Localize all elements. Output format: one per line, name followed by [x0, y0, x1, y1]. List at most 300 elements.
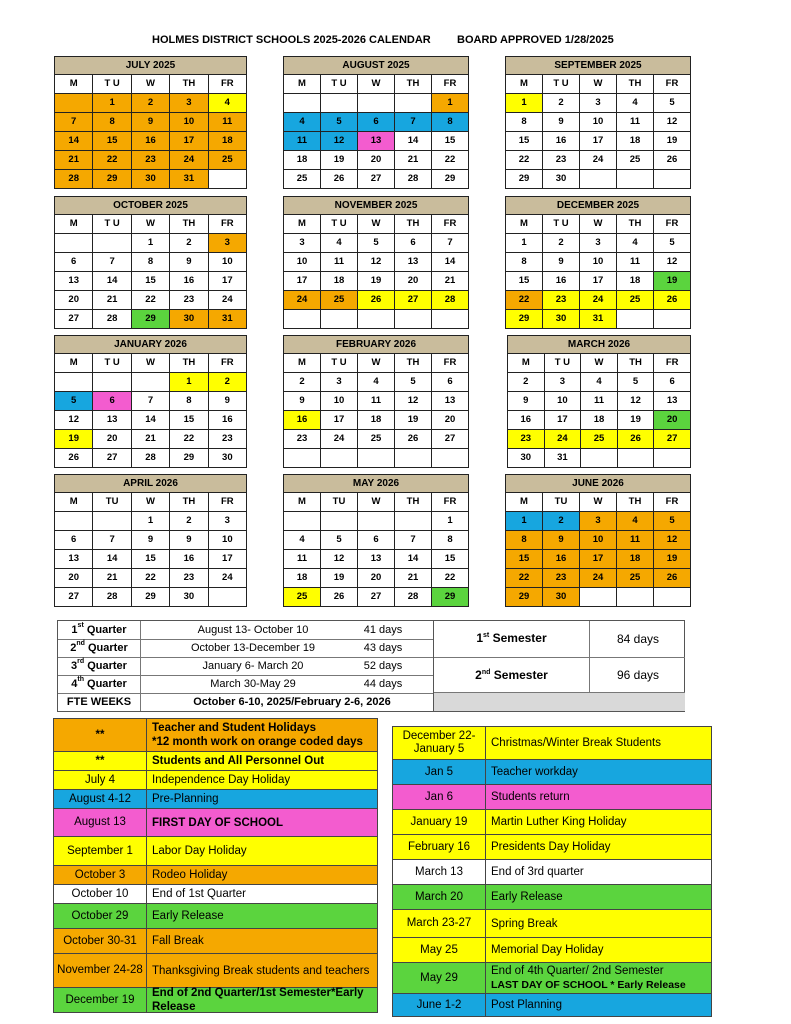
- day-cell: 17: [284, 272, 320, 290]
- day-cell: 23: [170, 291, 207, 309]
- legend-description: Teacher and Student Holidays *12 month work on orange coded days: [147, 719, 377, 751]
- day-cell: 26: [321, 170, 357, 188]
- legend-row: [54, 866, 377, 884]
- day-cell: 14: [55, 132, 92, 150]
- day-cell: [93, 234, 130, 252]
- day-cell: 10: [580, 113, 616, 131]
- week-row: [55, 234, 246, 252]
- fte-row: [58, 693, 433, 711]
- day-cell: [358, 94, 394, 112]
- day-cell: 4: [581, 373, 617, 391]
- legend-date: December 19: [54, 988, 146, 1012]
- week-row: [55, 291, 246, 309]
- legend-row: [393, 810, 711, 834]
- quarter-name: 2nd Quarter: [58, 639, 141, 657]
- legend-row: [393, 994, 711, 1016]
- legend-date: November 24-28: [54, 954, 146, 987]
- day-cell: 15: [506, 550, 542, 568]
- week-row: [284, 113, 468, 131]
- weekday-label: M: [284, 493, 320, 511]
- legend-row: [54, 929, 377, 953]
- day-cell: 26: [654, 569, 690, 587]
- day-cell: 25: [617, 291, 653, 309]
- weekday-label: M: [55, 215, 92, 233]
- day-cell: 30: [543, 170, 579, 188]
- day-cell: 8: [93, 113, 130, 131]
- legend-description: End of 3rd quarter: [486, 860, 711, 884]
- weekday-label: M: [508, 354, 544, 372]
- weekday-label: TH: [170, 493, 207, 511]
- day-cell: 11: [209, 113, 246, 131]
- week-row: [55, 151, 246, 169]
- weekday-label: TH: [617, 215, 653, 233]
- day-cell: 6: [358, 113, 394, 131]
- week-row: [506, 531, 690, 549]
- legend-row: [54, 837, 377, 865]
- day-cell: 3: [580, 512, 616, 530]
- day-cell: 27: [654, 430, 690, 448]
- weekday-label: M: [284, 215, 320, 233]
- day-cell: 5: [395, 373, 431, 391]
- month-calendar: [54, 335, 247, 468]
- day-cell: 9: [132, 531, 169, 549]
- day-cell: 17: [170, 132, 207, 150]
- weekday-label: M: [506, 493, 542, 511]
- weekday-label: W: [358, 75, 394, 93]
- week-row: [284, 373, 468, 391]
- weekday-label: TH: [170, 75, 207, 93]
- week-row: [508, 373, 690, 391]
- legend-description: Fall Break: [147, 929, 377, 953]
- day-cell: 17: [209, 550, 246, 568]
- legend-row: [54, 752, 377, 770]
- legend-description: Independence Day Holiday: [147, 771, 377, 789]
- legend-row: [54, 719, 377, 751]
- quarter-row: [58, 639, 433, 658]
- week-row: [55, 132, 246, 150]
- day-cell: 28: [132, 449, 169, 467]
- day-cell: 17: [580, 550, 616, 568]
- legend-row: [54, 988, 377, 1012]
- day-cell: 22: [93, 151, 130, 169]
- day-cell: [580, 170, 616, 188]
- day-cell: 16: [508, 411, 544, 429]
- day-cell: 21: [55, 151, 92, 169]
- day-cell: 16: [543, 132, 579, 150]
- day-cell: 29: [506, 310, 542, 328]
- board-approved: BOARD APPROVED 1/28/2025: [457, 34, 614, 46]
- semester-label: Semester: [493, 668, 548, 682]
- week-row: [284, 170, 468, 188]
- day-cell: [654, 449, 690, 467]
- day-cell: 26: [55, 449, 92, 467]
- day-cell: 23: [284, 430, 320, 448]
- legend-description: End of 1st Quarter: [147, 885, 377, 903]
- quarter-range: October 13-December 19: [190, 642, 316, 654]
- weekday-label: T U: [543, 215, 579, 233]
- day-cell: 4: [617, 512, 653, 530]
- day-cell: [395, 449, 431, 467]
- day-cell: 10: [170, 113, 207, 131]
- weekday-label: M: [506, 75, 542, 93]
- week-row: [55, 113, 246, 131]
- month-calendar: [283, 56, 469, 189]
- weekday-label: W: [132, 354, 169, 372]
- day-cell: 25: [209, 151, 246, 169]
- legend-description: Post Planning: [486, 994, 711, 1016]
- weekday-label: FR: [432, 493, 468, 511]
- legend-date: October 3: [54, 866, 146, 884]
- day-cell: 29: [506, 170, 542, 188]
- day-cell: 21: [93, 291, 130, 309]
- month-title: MARCH 2026: [508, 336, 690, 353]
- day-cell: 4: [209, 94, 246, 112]
- legend-date: October 30-31: [54, 929, 146, 953]
- weekday-header-row: [284, 493, 468, 511]
- day-cell: 17: [545, 411, 581, 429]
- quarter-days: 44 days: [363, 678, 403, 690]
- legend-date: Jan 5: [393, 760, 485, 784]
- day-cell: 25: [284, 588, 320, 606]
- legend-row: [393, 910, 711, 937]
- day-cell: 13: [358, 132, 394, 150]
- day-cell: 18: [581, 411, 617, 429]
- day-cell: 25: [581, 430, 617, 448]
- day-cell: 24: [580, 291, 616, 309]
- day-cell: 11: [284, 550, 320, 568]
- weekday-label: TU: [543, 493, 579, 511]
- month-calendar: [54, 474, 247, 607]
- day-cell: 27: [358, 170, 394, 188]
- day-cell: 16: [170, 272, 207, 290]
- day-cell: 11: [581, 392, 617, 410]
- day-cell: 30: [543, 588, 579, 606]
- day-cell: 4: [617, 94, 653, 112]
- day-cell: 14: [93, 550, 130, 568]
- month-title: SEPTEMBER 2025: [506, 57, 690, 74]
- weekday-header-row: [506, 75, 690, 93]
- day-cell: 27: [358, 588, 394, 606]
- weekday-label: T U: [321, 354, 357, 372]
- day-cell: 18: [321, 272, 357, 290]
- day-cell: 9: [543, 253, 579, 271]
- weekday-label: FR: [209, 75, 246, 93]
- weekday-label: TH: [170, 215, 207, 233]
- legend-description: Christmas/Winter Break Students: [486, 727, 711, 759]
- week-row: [284, 430, 468, 448]
- day-cell: 8: [506, 253, 542, 271]
- weekday-label: TH: [170, 354, 207, 372]
- week-row: [284, 132, 468, 150]
- day-cell: 1: [132, 512, 169, 530]
- semester-num: 2: [475, 668, 482, 682]
- day-cell: 10: [284, 253, 320, 271]
- month-calendar: [505, 474, 691, 607]
- day-cell: 27: [432, 430, 468, 448]
- day-cell: 26: [395, 430, 431, 448]
- day-cell: [617, 170, 653, 188]
- day-cell: 13: [654, 392, 690, 410]
- day-cell: 24: [209, 291, 246, 309]
- day-cell: 11: [284, 132, 320, 150]
- day-cell: 24: [321, 430, 357, 448]
- weekday-label: W: [580, 75, 616, 93]
- day-cell: 13: [55, 550, 92, 568]
- month-title: NOVEMBER 2025: [284, 197, 468, 214]
- day-cell: 18: [284, 569, 320, 587]
- semester-row: [434, 658, 685, 693]
- weekday-label: FR: [432, 215, 468, 233]
- day-cell: 12: [654, 531, 690, 549]
- legend-date: October 29: [54, 904, 146, 928]
- week-row: [506, 253, 690, 271]
- day-cell: 13: [93, 411, 130, 429]
- weekday-label: M: [284, 354, 320, 372]
- legend-description: End of 2nd Quarter/1st Semester*Early Release: [147, 988, 377, 1012]
- day-cell: 2: [284, 373, 320, 391]
- day-cell: 19: [55, 430, 92, 448]
- day-cell: 8: [132, 253, 169, 271]
- day-cell: 25: [321, 291, 357, 309]
- day-cell: 31: [580, 310, 616, 328]
- day-cell: [321, 310, 357, 328]
- day-cell: 5: [321, 113, 357, 131]
- weekday-header-row: [284, 75, 468, 93]
- day-cell: 11: [617, 253, 653, 271]
- day-cell: 17: [209, 272, 246, 290]
- weekday-header-row: [506, 215, 690, 233]
- legend-date: May 29: [393, 963, 485, 993]
- day-cell: 23: [170, 569, 207, 587]
- legend-row: [393, 835, 711, 859]
- week-row: [55, 373, 246, 391]
- day-cell: 8: [170, 392, 207, 410]
- week-row: [55, 430, 246, 448]
- week-row: [508, 411, 690, 429]
- day-cell: 10: [580, 253, 616, 271]
- weekday-label: TH: [618, 354, 654, 372]
- day-cell: 5: [358, 234, 394, 252]
- day-cell: 5: [55, 392, 92, 410]
- day-cell: 12: [618, 392, 654, 410]
- day-cell: 10: [321, 392, 357, 410]
- legend-row: [393, 963, 711, 993]
- day-cell: 5: [654, 234, 690, 252]
- weekday-label: M: [284, 75, 320, 93]
- month-title: FEBRUARY 2026: [284, 336, 468, 353]
- day-cell: 23: [543, 569, 579, 587]
- day-cell: 6: [358, 531, 394, 549]
- day-cell: 10: [545, 392, 581, 410]
- day-cell: 7: [395, 113, 431, 131]
- weekday-header-row: [506, 493, 690, 511]
- day-cell: 30: [209, 449, 246, 467]
- day-cell: [395, 94, 431, 112]
- day-cell: 15: [432, 550, 468, 568]
- day-cell: 8: [432, 531, 468, 549]
- legend-date: May 25: [393, 938, 485, 962]
- month-title: JULY 2025: [55, 57, 246, 74]
- day-cell: 30: [508, 449, 544, 467]
- quarter-row: [58, 657, 433, 676]
- legend-row: [393, 760, 711, 784]
- week-row: [284, 411, 468, 429]
- day-cell: 2: [132, 94, 169, 112]
- weekday-label: W: [132, 215, 169, 233]
- month-title: JUNE 2026: [506, 475, 690, 492]
- day-cell: 22: [132, 569, 169, 587]
- day-cell: 29: [93, 170, 130, 188]
- day-cell: 11: [617, 113, 653, 131]
- day-cell: 31: [209, 310, 246, 328]
- day-cell: 27: [55, 588, 92, 606]
- day-cell: 6: [432, 373, 468, 391]
- week-row: [284, 234, 468, 252]
- quarter-days: 43 days: [363, 642, 403, 654]
- weekday-header-row: [55, 493, 246, 511]
- day-cell: 22: [432, 569, 468, 587]
- day-cell: 12: [654, 253, 690, 271]
- week-row: [506, 113, 690, 131]
- legend-date: January 19: [393, 810, 485, 834]
- day-cell: [93, 512, 130, 530]
- week-row: [284, 569, 468, 587]
- legend-date: August 13: [54, 809, 146, 836]
- day-cell: 18: [617, 132, 653, 150]
- day-cell: 15: [170, 411, 207, 429]
- day-cell: 23: [209, 430, 246, 448]
- weekday-label: TU: [321, 493, 357, 511]
- week-row: [55, 392, 246, 410]
- day-cell: 20: [358, 569, 394, 587]
- day-cell: 9: [170, 253, 207, 271]
- day-cell: [395, 512, 431, 530]
- semester-label: Semester: [492, 631, 547, 645]
- day-cell: 2: [170, 234, 207, 252]
- legend-description: Presidents Day Holiday: [486, 835, 711, 859]
- day-cell: 23: [508, 430, 544, 448]
- day-cell: 6: [395, 234, 431, 252]
- weekday-label: T U: [93, 215, 130, 233]
- weekday-label: T U: [543, 75, 579, 93]
- legend-row: [54, 885, 377, 903]
- legend-date: March 20: [393, 885, 485, 909]
- week-row: [284, 94, 468, 112]
- weekday-label: FR: [209, 215, 246, 233]
- week-row: [55, 411, 246, 429]
- day-cell: [209, 588, 246, 606]
- legend-right: [392, 726, 712, 1017]
- day-cell: 12: [654, 113, 690, 131]
- week-row: [55, 253, 246, 271]
- day-cell: 19: [321, 151, 357, 169]
- day-cell: 3: [580, 94, 616, 112]
- day-cell: 19: [358, 272, 394, 290]
- day-cell: 6: [55, 531, 92, 549]
- legend-date: March 23-27: [393, 910, 485, 937]
- legend-date: **: [54, 719, 146, 751]
- day-cell: [395, 310, 431, 328]
- week-row: [508, 430, 690, 448]
- weekday-header-row: [55, 75, 246, 93]
- day-cell: 26: [358, 291, 394, 309]
- legend-description: Martin Luther King Holiday: [486, 810, 711, 834]
- day-cell: [284, 94, 320, 112]
- semester-row: [434, 621, 685, 658]
- day-cell: 4: [284, 531, 320, 549]
- day-cell: 16: [209, 411, 246, 429]
- day-cell: 9: [508, 392, 544, 410]
- day-cell: 3: [284, 234, 320, 252]
- semester-sup: st: [483, 632, 490, 639]
- day-cell: 15: [506, 132, 542, 150]
- day-cell: 11: [321, 253, 357, 271]
- weekday-label: W: [580, 493, 616, 511]
- day-cell: 13: [55, 272, 92, 290]
- day-cell: [321, 512, 357, 530]
- week-row: [506, 569, 690, 587]
- day-cell: 29: [170, 449, 207, 467]
- week-row: [55, 310, 246, 328]
- weekday-header-row: [508, 354, 690, 372]
- day-cell: 1: [432, 94, 468, 112]
- week-row: [55, 569, 246, 587]
- day-cell: [284, 512, 320, 530]
- day-cell: [284, 449, 320, 467]
- day-cell: 22: [170, 430, 207, 448]
- day-cell: 1: [170, 373, 207, 391]
- day-cell: 24: [284, 291, 320, 309]
- week-row: [508, 392, 690, 410]
- legend-left: [53, 718, 378, 1013]
- day-cell: 26: [618, 430, 654, 448]
- day-cell: [580, 588, 616, 606]
- day-cell: 28: [432, 291, 468, 309]
- day-cell: 30: [132, 170, 169, 188]
- quarters-table: [57, 620, 685, 712]
- day-cell: 7: [132, 392, 169, 410]
- legend-row: [393, 860, 711, 884]
- day-cell: 11: [617, 531, 653, 549]
- day-cell: 16: [132, 132, 169, 150]
- month-title: DECEMBER 2025: [506, 197, 690, 214]
- day-cell: 14: [395, 132, 431, 150]
- quarter-range: January 6- March 20: [202, 660, 304, 672]
- month-title: OCTOBER 2025: [55, 197, 246, 214]
- weekday-header-row: [55, 215, 246, 233]
- day-cell: 13: [395, 253, 431, 271]
- legend-row: [54, 904, 377, 928]
- quarter-range: August 13- October 10: [197, 624, 309, 636]
- week-row: [506, 151, 690, 169]
- day-cell: 20: [55, 291, 92, 309]
- week-row: [284, 392, 468, 410]
- semester-sup: nd: [481, 669, 491, 676]
- day-cell: 7: [432, 234, 468, 252]
- day-cell: 28: [395, 588, 431, 606]
- day-cell: 20: [654, 411, 690, 429]
- day-cell: 27: [395, 291, 431, 309]
- legend-row: [54, 954, 377, 987]
- day-cell: 19: [395, 411, 431, 429]
- day-cell: 12: [321, 550, 357, 568]
- day-cell: [93, 373, 130, 391]
- day-cell: 28: [93, 588, 130, 606]
- day-cell: 3: [580, 234, 616, 252]
- weekday-label: W: [132, 493, 169, 511]
- day-cell: [654, 170, 690, 188]
- week-row: [55, 512, 246, 530]
